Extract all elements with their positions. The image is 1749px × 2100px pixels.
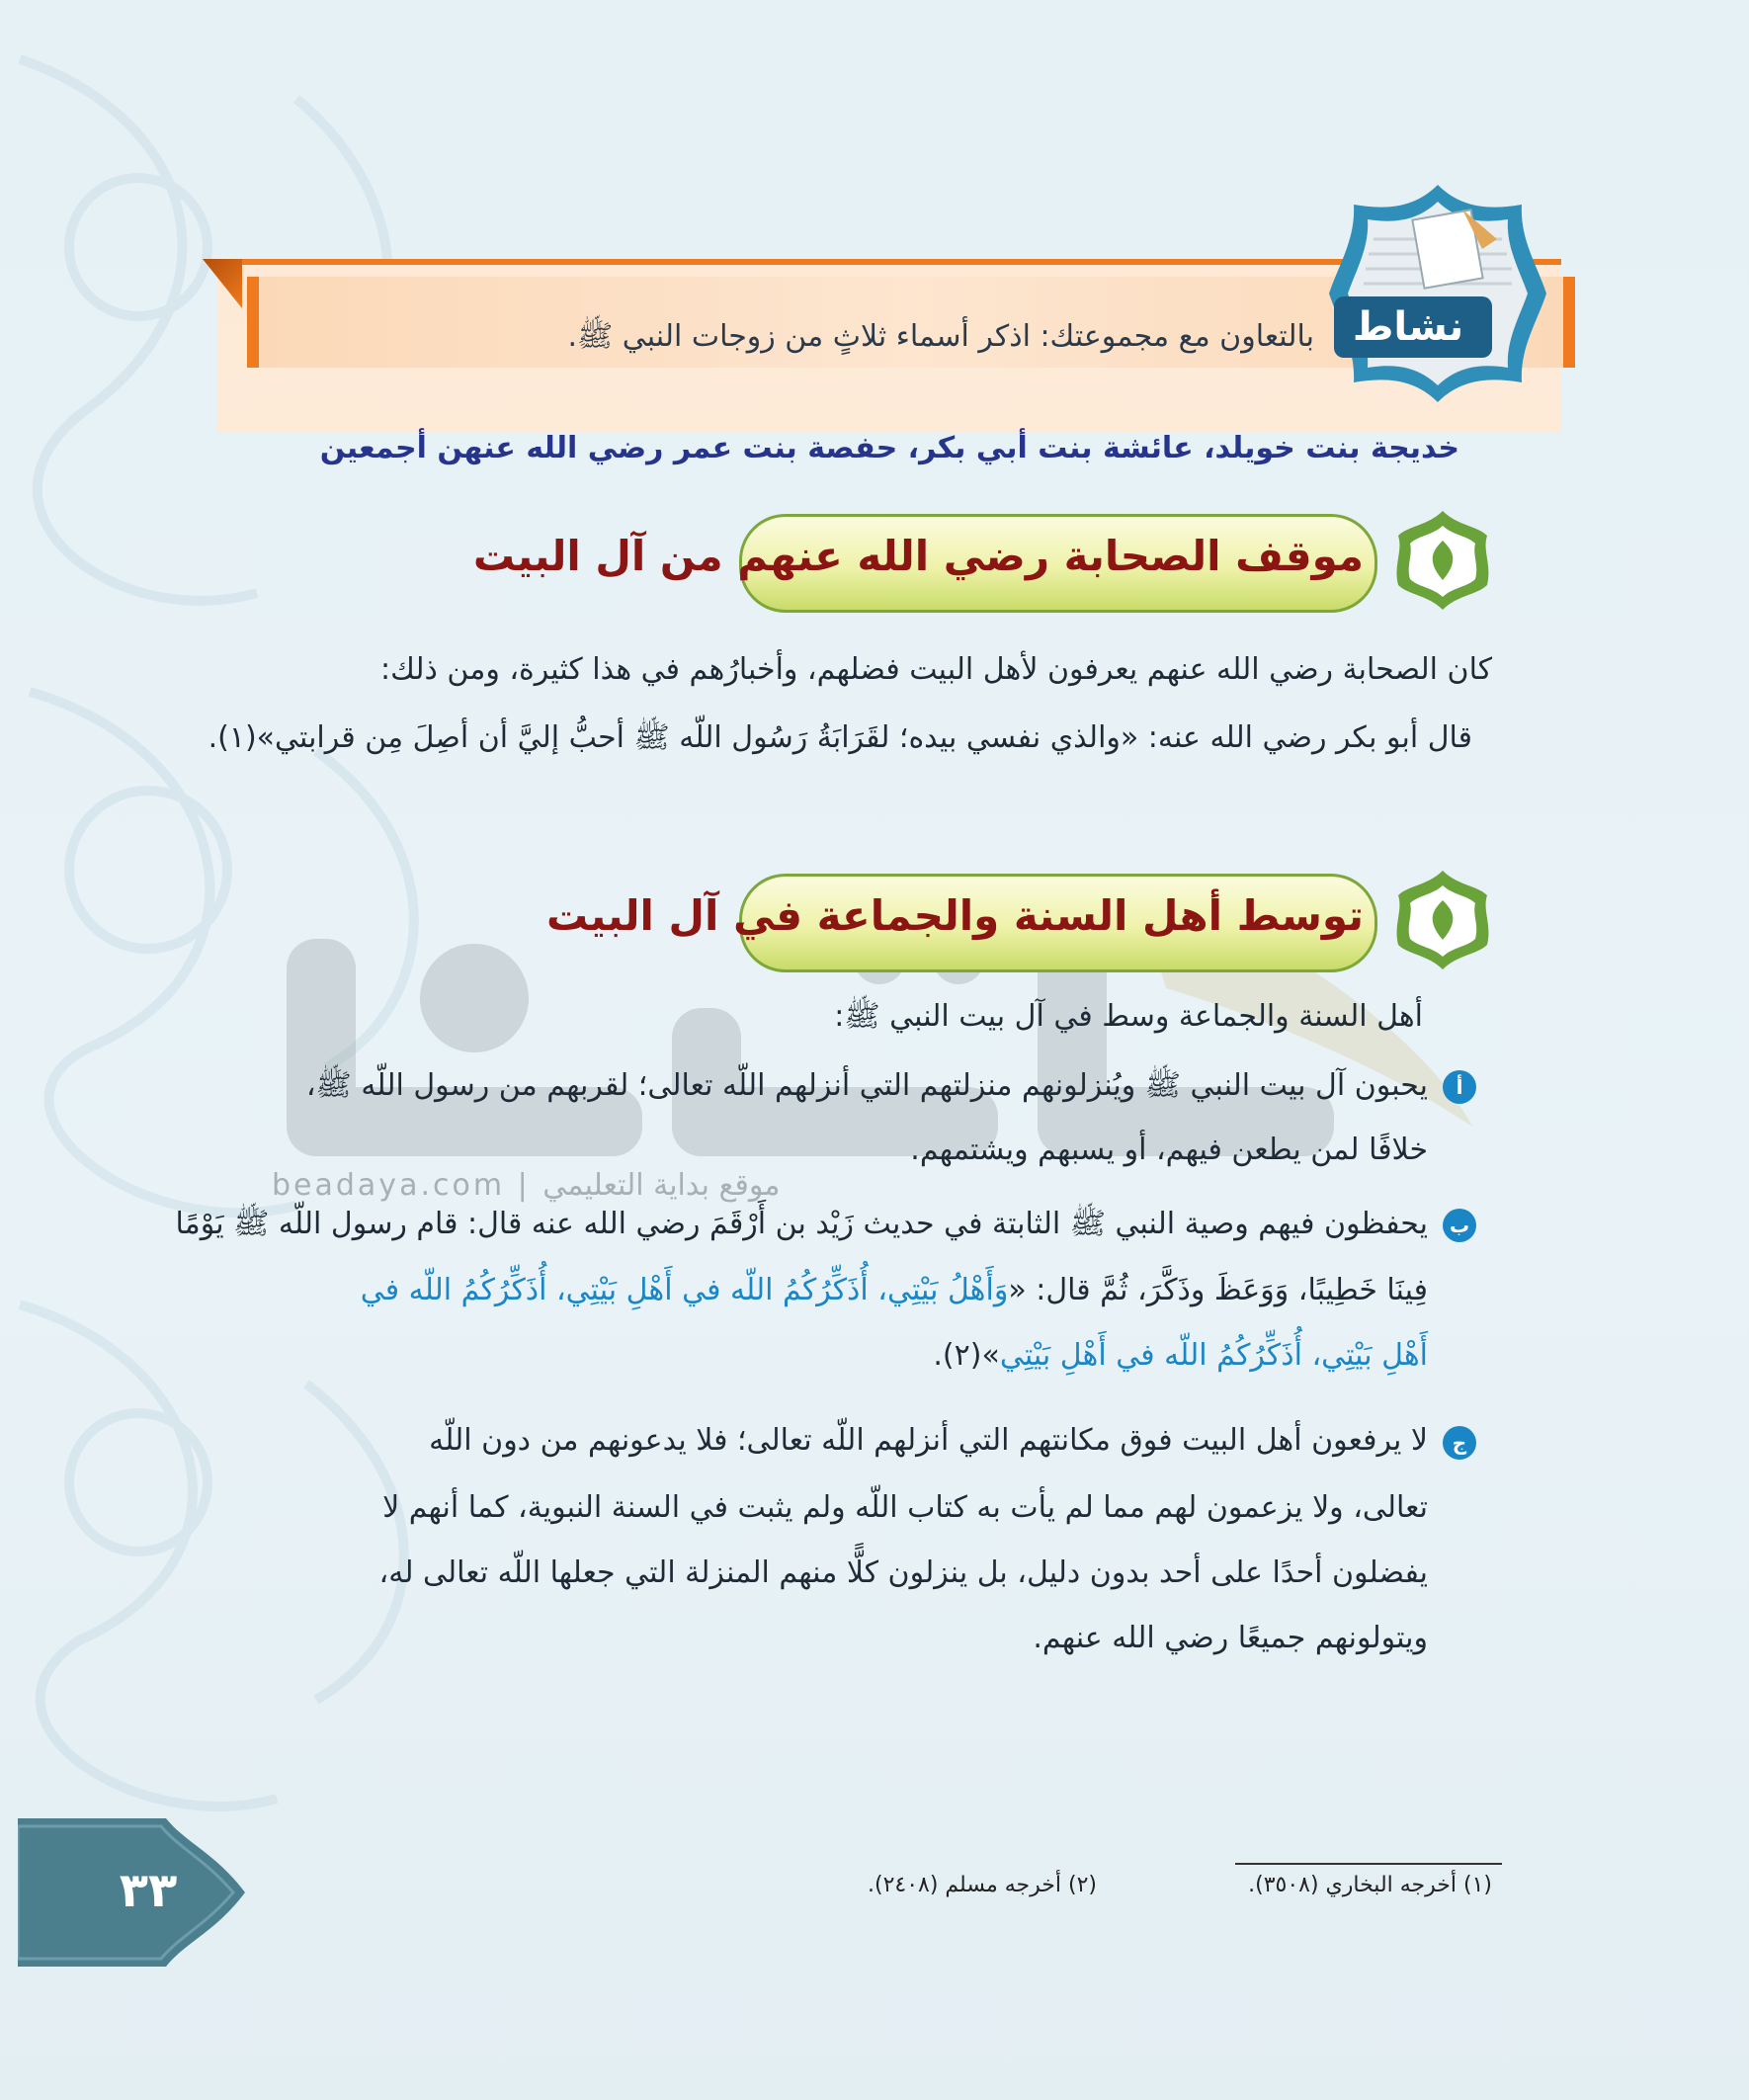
activity-badge-label: نشاط [1352,304,1464,350]
item-a-line-2: خلافًا لمن يطعن فيهم، أو يسبهم ويشتمهم. [910,1133,1428,1167]
section-2-title: توسط أهل السنة والجماعة في آل البيت [545,891,1364,940]
footnote-1: (١) أخرجه البخاري (٣٥٠٨). [1248,1873,1492,1897]
item-b-line-3 [933,1338,1428,1373]
arabesque-ornament-icon [1388,506,1497,615]
item-a-line-1: يحبون آل بيت النبي ﷺ ويُنزلونهم منزلتهم التي أنزلهم اللّه تعالى؛ لقربهم من رسول اللّه ﷺ، [305,1068,1428,1103]
footnote-2: (٢) أخرجه مسلم (٢٤٠٨). [868,1873,1097,1897]
item-b-line-3-end: »(٢). [933,1338,1000,1373]
section-1-line-2: قال أبو بكر رضي الله عنه: «والذي نفسي بيده؛ لقَرَابَةُ رَسُول اللّه ﷺ أحبُّ إليَّ أن أصِلَ مِن قرابتي»(١). [208,720,1472,755]
hadith-text: وَأَهْلُ بَيْتِي، أُذَكِّرُكُمُ اللّه في أَهْلِ بَيْتِي، أُذَكِّرُكُمُ اللّه في [360,1273,1009,1307]
item-c-line-4: ويتولونهم جميعًا رضي الله عنهم. [1033,1621,1428,1655]
activity-badge-icon [1324,180,1551,407]
item-b-line-1: يحفظون فيهم وصية النبي ﷺ الثابتة في حديث زَيْد بن أَرْقَمَ رضي الله عنه قال: قام رسول اللّه ﷺ يَوْمًا [175,1207,1428,1241]
item-c-line-1: لا يرفعون أهل البيت فوق مكانتهم التي أنزلهم اللّه تعالى؛ فلا يدعونهم من دون اللّه [429,1423,1428,1458]
item-c-line-2: تعالى، ولا يزعمون لهم مما لم يأت به كتاب اللّه ولم يثبت في السنة النبوية، كما أنهم لا [382,1490,1428,1525]
section-2-intro: أهل السنة والجماعة وسط في آل بيت النبي ﷺ: [834,999,1423,1034]
arabesque-ornament-icon [1388,866,1497,974]
page-number: ٣٣ [119,1863,178,1918]
footnote-separator [1235,1863,1502,1865]
section-1-title: موقف الصحابة رضي الله عنهم من آل البيت [472,532,1364,580]
activity-prompt: بالتعاون مع مجموعتك: اذكر أسماء ثلاثٍ من زوجات النبي ﷺ. [567,319,1314,354]
section-1-line-1: كان الصحابة رضي الله عنهم يعرفون لأهل البيت فضلهم، وأخبارُهم في هذا كثيرة، ومن ذلك: [380,652,1492,687]
item-marker-a: أ [1443,1070,1476,1104]
item-b-line-2 [361,1273,1428,1307]
item-marker-c: ج [1443,1426,1476,1460]
hadith-text-continued: أَهْلِ بَيْتِي، أُذَكِّرُكُمُ اللّه في أَهْلِ بَيْتِي [999,1338,1428,1373]
watermark-site: beadaya.com | موقع بداية التعليمي [272,1168,781,1203]
activity-answer: خديجة بنت خويلد، عائشة بنت أبي بكر، حفصة بنت عمر رضي الله عنهن أجمعين [319,431,1459,465]
item-marker-b: ب [1443,1209,1476,1242]
item-b-line-2-text: فِينَا خَطِيبًا، وَوَعَظَ وذَكَّرَ، ثُمَّ قال: « [1008,1273,1428,1307]
item-c-line-3: يفضلون أحدًا على أحد بدون دليل، بل ينزلون كلًّا منهم المنزلة التي جعلها اللّه تعالى له، [378,1555,1428,1590]
